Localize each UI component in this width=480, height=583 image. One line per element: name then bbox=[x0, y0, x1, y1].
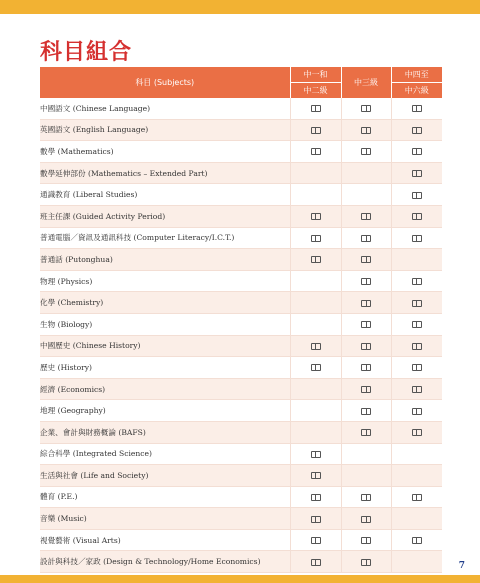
table-row bbox=[40, 313, 442, 335]
book-icon bbox=[311, 472, 321, 479]
mark-cell bbox=[290, 357, 341, 379]
book-icon bbox=[412, 343, 422, 350]
table-row bbox=[40, 551, 442, 573]
table-row bbox=[40, 184, 442, 206]
book-icon bbox=[361, 300, 371, 307]
mark-cell bbox=[290, 270, 341, 292]
table-row bbox=[40, 378, 442, 400]
mark-cell bbox=[391, 486, 442, 508]
book-icon bbox=[311, 343, 321, 350]
subject-name: 數學延伸部份 (Mathematics – Extended Part) bbox=[40, 162, 290, 184]
subject-name: 綜合科學 (Integrated Science) bbox=[40, 443, 290, 465]
mark-cell bbox=[391, 249, 442, 271]
book-icon bbox=[412, 386, 422, 393]
mark-cell bbox=[290, 421, 341, 443]
mark-cell bbox=[290, 227, 341, 249]
mark-cell bbox=[290, 529, 341, 551]
book-icon bbox=[311, 148, 321, 155]
book-icon bbox=[311, 127, 321, 134]
page-number: 7 bbox=[458, 561, 465, 571]
mark-cell bbox=[290, 465, 341, 487]
mark-cell bbox=[391, 205, 442, 227]
book-icon bbox=[361, 278, 371, 285]
mark-cell bbox=[290, 378, 341, 400]
mark-cell bbox=[391, 98, 442, 119]
subject-name: 經濟 (Economics) bbox=[40, 378, 290, 400]
mark-cell bbox=[290, 98, 341, 119]
mark-cell bbox=[341, 400, 391, 422]
subject-name: 物理 (Physics) bbox=[40, 270, 290, 292]
mark-cell bbox=[341, 292, 391, 314]
mark-cell bbox=[391, 400, 442, 422]
header-form4-6 bbox=[391, 67, 442, 98]
subject-name: 歷史 (History) bbox=[40, 357, 290, 379]
book-icon bbox=[361, 105, 371, 112]
subject-name: 企業、會計與財務概論 (BAFS) bbox=[40, 421, 290, 443]
table-row bbox=[40, 357, 442, 379]
mark-cell bbox=[341, 465, 391, 487]
table-row bbox=[40, 508, 442, 530]
mark-cell bbox=[391, 227, 442, 249]
table-row bbox=[40, 443, 442, 465]
mark-cell bbox=[341, 421, 391, 443]
mark-cell bbox=[290, 335, 341, 357]
subject-name: 班主任課 (Guided Activity Period) bbox=[40, 205, 290, 227]
book-icon bbox=[412, 321, 422, 328]
table-row bbox=[40, 421, 442, 443]
book-icon bbox=[361, 213, 371, 220]
book-icon bbox=[412, 235, 422, 242]
mark-cell bbox=[391, 162, 442, 184]
mark-cell bbox=[391, 465, 442, 487]
mark-cell bbox=[341, 270, 391, 292]
mark-cell bbox=[341, 184, 391, 206]
table-row bbox=[40, 119, 442, 141]
subject-name: 普通電腦／資訊及通訊科技 (Computer Literacy/I.C.T.) bbox=[40, 227, 290, 249]
book-icon bbox=[361, 364, 371, 371]
book-icon bbox=[361, 408, 371, 415]
book-icon bbox=[311, 451, 321, 458]
mark-cell bbox=[341, 486, 391, 508]
mark-cell bbox=[391, 443, 442, 465]
book-icon bbox=[412, 364, 422, 371]
mark-cell bbox=[290, 205, 341, 227]
subject-name: 設計與科技／家政 (Design & Technology/Home Economics) bbox=[40, 551, 290, 573]
table-row bbox=[40, 292, 442, 314]
header-subjects: 科目 (Subjects) bbox=[40, 67, 290, 98]
mark-cell bbox=[341, 508, 391, 530]
header-form1-2-line1: 中一和 bbox=[303, 70, 328, 79]
book-icon bbox=[311, 537, 321, 544]
header-form4-6-line2: 中六級 bbox=[392, 82, 443, 98]
mark-cell bbox=[290, 551, 341, 573]
mark-cell bbox=[290, 249, 341, 271]
mark-cell bbox=[391, 508, 442, 530]
subject-name: 普通話 (Putonghua) bbox=[40, 249, 290, 271]
table-row bbox=[40, 249, 442, 271]
subject-name: 中國歷史 (Chinese History) bbox=[40, 335, 290, 357]
mark-cell bbox=[290, 162, 341, 184]
book-icon bbox=[412, 278, 422, 285]
mark-cell bbox=[290, 184, 341, 206]
book-icon bbox=[361, 235, 371, 242]
subject-name: 體育 (P.E.) bbox=[40, 486, 290, 508]
table-row bbox=[40, 98, 442, 119]
book-icon bbox=[412, 537, 422, 544]
mark-cell bbox=[290, 292, 341, 314]
mark-cell bbox=[341, 119, 391, 141]
subject-name: 地理 (Geography) bbox=[40, 400, 290, 422]
header-form1-2-line2: 中二級 bbox=[291, 82, 341, 98]
table-row bbox=[40, 227, 442, 249]
mark-cell bbox=[391, 119, 442, 141]
bottom-accent-bar bbox=[0, 575, 480, 583]
book-icon bbox=[412, 148, 422, 155]
subject-name: 視覺藝術 (Visual Arts) bbox=[40, 529, 290, 551]
book-icon bbox=[311, 559, 321, 566]
book-icon bbox=[361, 127, 371, 134]
table-row bbox=[40, 529, 442, 551]
header-form4-6-line1: 中四至 bbox=[404, 70, 429, 79]
mark-cell bbox=[391, 529, 442, 551]
mark-cell bbox=[290, 486, 341, 508]
book-icon bbox=[412, 127, 422, 134]
subject-name: 通識教育 (Liberal Studies) bbox=[40, 184, 290, 206]
header-form3: 中三級 bbox=[341, 67, 391, 98]
mark-cell bbox=[391, 551, 442, 573]
book-icon bbox=[412, 429, 422, 436]
mark-cell bbox=[391, 421, 442, 443]
mark-cell bbox=[290, 508, 341, 530]
book-icon bbox=[311, 235, 321, 242]
mark-cell bbox=[391, 141, 442, 163]
mark-cell bbox=[341, 357, 391, 379]
mark-cell bbox=[341, 443, 391, 465]
mark-cell bbox=[391, 335, 442, 357]
mark-cell bbox=[341, 205, 391, 227]
mark-cell bbox=[341, 162, 391, 184]
book-icon bbox=[412, 170, 422, 177]
subjects-table bbox=[40, 67, 442, 573]
mark-cell bbox=[290, 119, 341, 141]
book-icon bbox=[311, 213, 321, 220]
book-icon bbox=[361, 343, 371, 350]
table-row bbox=[40, 486, 442, 508]
book-icon bbox=[412, 300, 422, 307]
mark-cell bbox=[290, 313, 341, 335]
book-icon bbox=[361, 429, 371, 436]
table-row bbox=[40, 162, 442, 184]
book-icon bbox=[361, 148, 371, 155]
subject-rows bbox=[40, 98, 442, 573]
mark-cell bbox=[341, 141, 391, 163]
book-icon bbox=[412, 213, 422, 220]
book-icon bbox=[311, 364, 321, 371]
table-row bbox=[40, 141, 442, 163]
subject-name: 音樂 (Music) bbox=[40, 508, 290, 530]
page-title: 科目組合 bbox=[40, 40, 133, 65]
book-icon bbox=[361, 386, 371, 393]
subject-name: 生活與社會 (Life and Society) bbox=[40, 465, 290, 487]
mark-cell bbox=[341, 529, 391, 551]
book-icon bbox=[361, 559, 371, 566]
top-accent-bar bbox=[0, 0, 480, 14]
header-form1-2 bbox=[290, 67, 341, 98]
book-icon bbox=[361, 494, 371, 501]
mark-cell bbox=[341, 551, 391, 573]
book-icon bbox=[311, 494, 321, 501]
subject-name: 中國語文 (Chinese Language) bbox=[40, 98, 290, 119]
subject-name: 英國語文 (English Language) bbox=[40, 119, 290, 141]
book-icon bbox=[412, 105, 422, 112]
table-header-row bbox=[40, 67, 442, 98]
mark-cell bbox=[391, 270, 442, 292]
subject-name: 化學 (Chemistry) bbox=[40, 292, 290, 314]
table-row bbox=[40, 400, 442, 422]
mark-cell bbox=[290, 400, 341, 422]
book-icon bbox=[361, 516, 371, 523]
mark-cell bbox=[391, 292, 442, 314]
book-icon bbox=[361, 537, 371, 544]
table-row bbox=[40, 335, 442, 357]
book-icon bbox=[412, 494, 422, 501]
book-icon bbox=[361, 321, 371, 328]
mark-cell bbox=[391, 357, 442, 379]
table-row bbox=[40, 465, 442, 487]
table-row bbox=[40, 270, 442, 292]
mark-cell bbox=[341, 313, 391, 335]
mark-cell bbox=[341, 227, 391, 249]
mark-cell bbox=[290, 443, 341, 465]
subject-name: 數學 (Mathematics) bbox=[40, 141, 290, 163]
mark-cell bbox=[391, 378, 442, 400]
mark-cell bbox=[290, 141, 341, 163]
mark-cell bbox=[341, 98, 391, 119]
mark-cell bbox=[341, 335, 391, 357]
mark-cell bbox=[341, 249, 391, 271]
book-icon bbox=[311, 105, 321, 112]
table-row bbox=[40, 205, 442, 227]
mark-cell bbox=[341, 378, 391, 400]
book-icon bbox=[412, 408, 422, 415]
book-icon bbox=[311, 256, 321, 263]
book-icon bbox=[361, 256, 371, 263]
mark-cell bbox=[391, 184, 442, 206]
subject-name: 生物 (Biology) bbox=[40, 313, 290, 335]
book-icon bbox=[311, 516, 321, 523]
mark-cell bbox=[391, 313, 442, 335]
book-icon bbox=[412, 192, 422, 199]
